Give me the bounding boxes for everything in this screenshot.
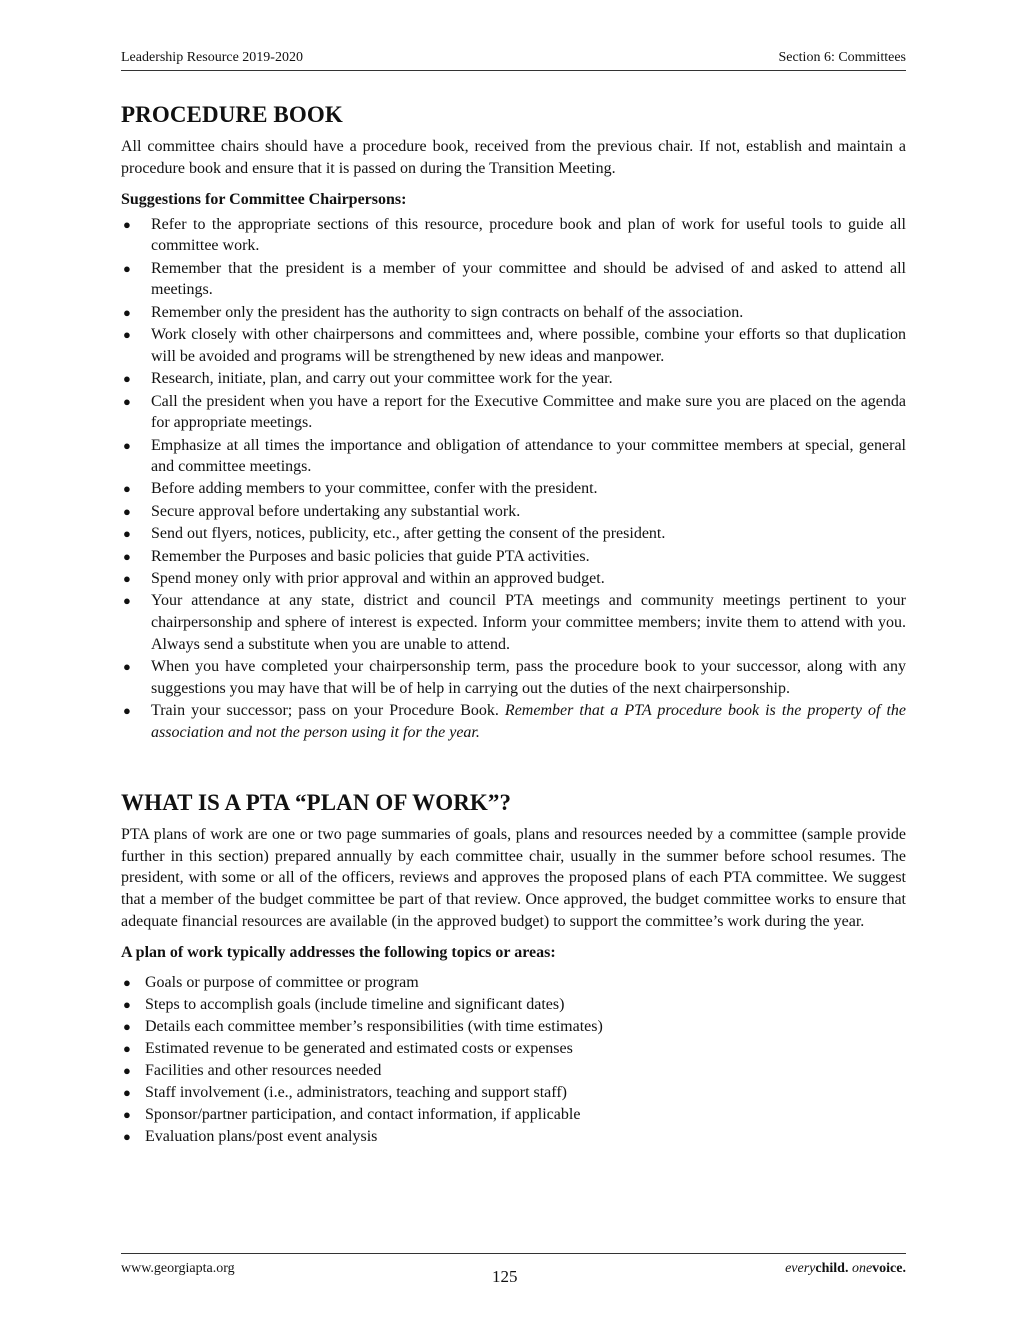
list-item: ● Steps to accomplish goals (include timeline and significant dates) xyxy=(121,994,906,1016)
bullet-icon: ● xyxy=(123,216,131,232)
list-item: ● Refer to the appropriate sections of this resource, procedure book and plan of work for useful tools to guide all committee work. xyxy=(123,215,906,255)
bullet-icon: ● xyxy=(123,996,131,1012)
list-item: ● Research, initiate, plan, and carry out your committee work for the year. xyxy=(121,368,906,390)
bullet-icon: ● xyxy=(123,526,131,542)
list-item: ● When you have completed your chairpersonship term, pass the procedure book to your successor, along with any suggestions you may have that will be of help in carrying out the duties of the next chairpersonship. xyxy=(123,658,906,697)
list-item: ● Train your successor; pass on your Procedure Book. Remember that a PTA procedure book is the property of the association and not the person using it for the year. xyxy=(123,702,906,741)
list-item: ● Staff involvement (i.e., administrators, teaching and support staff) xyxy=(121,1082,906,1104)
list-item: ● Remember the Purposes and basic policies that guide PTA activities. xyxy=(121,546,906,568)
footer-slogan: everychild. onevoice. xyxy=(785,1261,906,1276)
page-body xyxy=(121,101,906,1148)
list-item: ● Your attendance at any state, district and council PTA meetings and community meetings pertinent to your chairpersonship and sphere of interest is expected. Inform your committee members; invite them to attend with you. Always send a substitute when you are unable to attend. xyxy=(123,592,906,653)
topics-subhead: A plan of work typically addresses the following topics or areas: xyxy=(121,944,556,962)
italic-note: Remember that a PTA procedure book is the property of the association and not the person using it for the year. xyxy=(151,702,906,741)
bullet-icon: ● xyxy=(123,703,131,718)
bullet-icon: ● xyxy=(123,437,131,453)
procedure-book-intro: All committee chairs should have a procedure book, received from the previous chair. If not, establish and maintain a procedure book and ensure that it is passed on during the Transition Meeting. xyxy=(121,138,906,177)
bullet-icon: ● xyxy=(123,371,131,387)
bullet-icon: ● xyxy=(123,304,131,320)
bullet-icon: ● xyxy=(123,1018,131,1034)
bullet-icon: ● xyxy=(123,503,131,519)
list-item: ● Evaluation plans/post event analysis xyxy=(121,1126,906,1148)
bullet-icon: ● xyxy=(123,593,131,609)
list-item: ● Call the president when you have a report for the Executive Committee and make sure you are placed on the agenda for appropriate meetings. xyxy=(123,392,906,432)
list-item: ● Sponsor/partner participation, and contact information, if applicable xyxy=(121,1104,906,1126)
suggestions-subhead: Suggestions for Committee Chairpersons: xyxy=(121,191,407,209)
list-item: ● Before adding members to your committee, confer with the president. xyxy=(121,478,906,500)
bullet-icon: ● xyxy=(123,1062,131,1078)
list-item: ● Remember that the president is a member of your committee and should be advised of and asked to attend all meetings. xyxy=(123,259,906,299)
list-item: ● Spend money only with prior approval and within an approved budget. xyxy=(121,568,906,590)
bullet-icon: ● xyxy=(123,327,131,343)
list-item: ● Estimated revenue to be generated and estimated costs or expenses xyxy=(121,1038,906,1060)
list-item: ● Remember only the president has the authority to sign contracts on behalf of the association. xyxy=(121,302,906,324)
bullet-icon: ● xyxy=(123,481,131,497)
bullet-icon: ● xyxy=(123,571,131,587)
bullet-icon: ● xyxy=(123,1084,131,1100)
list-item: ● Work closely with other chairpersons and committees and, where possible, combine your efforts so that duplication will be avoided and programs will be strengthened by new ideas and manpower. xyxy=(123,326,906,365)
page-number: 125 xyxy=(492,1267,518,1286)
bullet-icon: ● xyxy=(123,1106,131,1122)
bullet-icon: ● xyxy=(123,659,131,675)
list-item: ● Secure approval before undertaking any substantial work. xyxy=(121,501,906,523)
footer-website-link[interactable]: www.georgiapta.org xyxy=(121,1261,235,1276)
bullet-icon: ● xyxy=(123,260,131,276)
list-item: ● Facilities and other resources needed xyxy=(121,1060,906,1082)
list-item: ● Emphasize at all times the importance and obligation of attendance to your committee members at special, general and committee meetings. xyxy=(123,436,906,476)
document-page xyxy=(121,0,906,1325)
header-left: Leadership Resource 2019-2020 xyxy=(121,50,303,65)
header-right: Section 6: Committees xyxy=(778,50,906,65)
list-item: ● Details each committee member’s responsibilities (with time estimates) xyxy=(121,1016,906,1038)
topics-list xyxy=(121,972,906,1147)
section-title-plan-of-work: WHAT IS A PTA “PLAN OF WORK”? xyxy=(121,790,512,816)
plan-of-work-section xyxy=(121,789,906,1147)
list-item: ● Send out flyers, notices, publicity, etc., after getting the consent of the president. xyxy=(121,523,906,545)
page-header xyxy=(121,50,906,71)
bullet-icon: ● xyxy=(123,1040,131,1056)
plan-of-work-intro: PTA plans of work are one or two page summaries of goals, plans and resources needed by a committee (sample provide further in this section) prepared annually by each committee chair, usually in the summer before school resumes. The president, with some or all of the officers, reviews and approves the proposed plans of each PTA committee. We suggest that a member of the budget committee be part of that review. Once approved, the budget committee works to ensure that adequate financial resources are available (in the approved budget) to support the committee’s work during the year. xyxy=(121,826,906,930)
list-item: ● Goals or purpose of committee or program xyxy=(121,972,906,994)
bullet-icon: ● xyxy=(123,548,131,564)
section-title-procedure-book: PROCEDURE BOOK xyxy=(121,102,343,127)
bullet-icon: ● xyxy=(123,1128,131,1144)
page-footer xyxy=(121,1253,906,1294)
bullet-icon: ● xyxy=(123,393,131,409)
bullet-icon: ● xyxy=(123,974,131,990)
suggestions-list xyxy=(121,214,906,743)
